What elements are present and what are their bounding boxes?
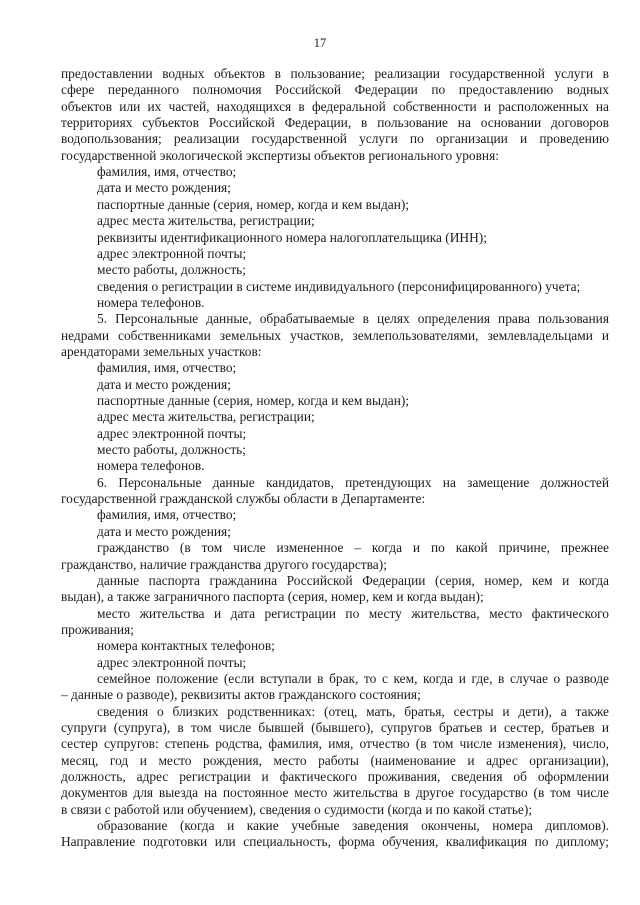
text-line: арендаторами земельных участков: [61, 343, 262, 359]
text-line: Направление подготовки или специальность, форма обучения, квалификация по диплому; [61, 834, 609, 850]
text-line: дата и место рождения; [97, 376, 231, 392]
text-line: государственной экологической экспертизы объектов регионального уровня: [61, 147, 499, 163]
text-line: номера контактных телефонов; [97, 638, 275, 654]
text-line: государственной гражданской службы области в Департаменте: [61, 491, 426, 507]
text-line: должность, адрес регистрации и фактического проживания, сведения об оформлении [61, 769, 609, 785]
text-line: место работы, должность; [97, 442, 247, 458]
text-line: выдан), а также заграничного паспорта (серия, номер, кем и когда выдан); [61, 589, 484, 605]
text-line: сестер супругов: степень родства, фамилия, имя, отчество (в том числе изменения), число, [61, 736, 609, 752]
text-line: месяц, год и место рождения, место работы (наименование и адрес организации), [61, 752, 609, 768]
text-line: реквизиты идентификационного номера налогоплательщика (ИНН); [97, 229, 487, 245]
text-line: недрами собственниками земельных участков, землепользователями, землевладельцами и [61, 327, 609, 343]
text-line: сведения о регистрации в системе индивидуального (персонифицированного) учета; [97, 278, 581, 294]
text-line: водопользования; реализации государственной услуги по организации и проведению [61, 131, 609, 147]
text-line: фамилия, имя, отчество; [97, 164, 237, 180]
text-line: территориях субъектов Российской Федерации, в пользование на основании договоров [61, 115, 609, 131]
text-line: паспортные данные (серия, номер, когда и кем выдан); [97, 393, 410, 408]
text-line: 5. Персональные данные, обрабатываемые в целях определения права пользования [97, 311, 609, 327]
text-line: адрес места жительства, регистрации; [97, 213, 315, 229]
text-line: супруги (супруга), в том числе бывшей (бывшего), супругов братьев и сестер, братьев и [61, 720, 609, 735]
text-line: 6. Персональные данные кандидатов, претендующих на замещение должностей [97, 474, 609, 490]
text-line: место жительства и дата регистрации по месту жительства, место фактического [97, 605, 609, 621]
text-line: место работы, должность; [97, 262, 247, 278]
text-line: фамилия, имя, отчество; [97, 507, 237, 523]
text-line: документов для выезда на постоянное место жительства в другое государство (в том числе [61, 785, 609, 801]
text-line: номера телефонов. [97, 294, 205, 310]
text-line: адрес электронной почты; [97, 245, 247, 261]
text-line: паспортные данные (серия, номер, когда и кем выдан); [97, 196, 410, 212]
text-line: данные паспорта гражданина Российской Федерации (серия, номер, кем и когда [97, 572, 609, 588]
text-line: сфере переданного полномочия Российской Федерации по предоставлению водных [61, 82, 609, 98]
text-line: образование (когда и какие учебные заведения окончены, номера дипломов). [97, 818, 609, 834]
text-line: гражданство, наличие гражданства другого государства); [61, 556, 387, 572]
text-line: – данные о разводе), реквизиты актов гражданского состояния; [61, 687, 421, 703]
page-number: 17 [313, 36, 327, 50]
text-line: фамилия, имя, отчество; [97, 360, 237, 376]
text-line: предоставлении водных объектов в пользование; реализации государственной услуги в [61, 66, 609, 81]
text-line: дата и место рождения; [97, 523, 231, 539]
text-line: дата и место рождения; [97, 180, 231, 196]
text-line: сведения о близких родственниках: (отец, мать, братья, сестры и дети), а также [97, 703, 609, 719]
text-line: объектов или их частей, находящихся в федеральной собственности и расположенных на [61, 98, 609, 114]
text-line: в связи с работой или обучением), сведения о судимости (когда и по какой статье); [61, 801, 533, 817]
text-line: номера телефонов. [97, 458, 205, 474]
text-line: семейное положение (если вступали в брак, то с кем, когда и где, в случае о разводе [97, 670, 609, 686]
text-line: гражданство (в том числе измененное – когда и по какой причине, прежнее [97, 540, 609, 556]
text-line: адрес электронной почты; [97, 654, 247, 670]
text-line: адрес электронной почты; [97, 425, 247, 441]
text-line: проживания; [61, 621, 134, 637]
text-line: адрес места жительства, регистрации; [97, 409, 315, 425]
